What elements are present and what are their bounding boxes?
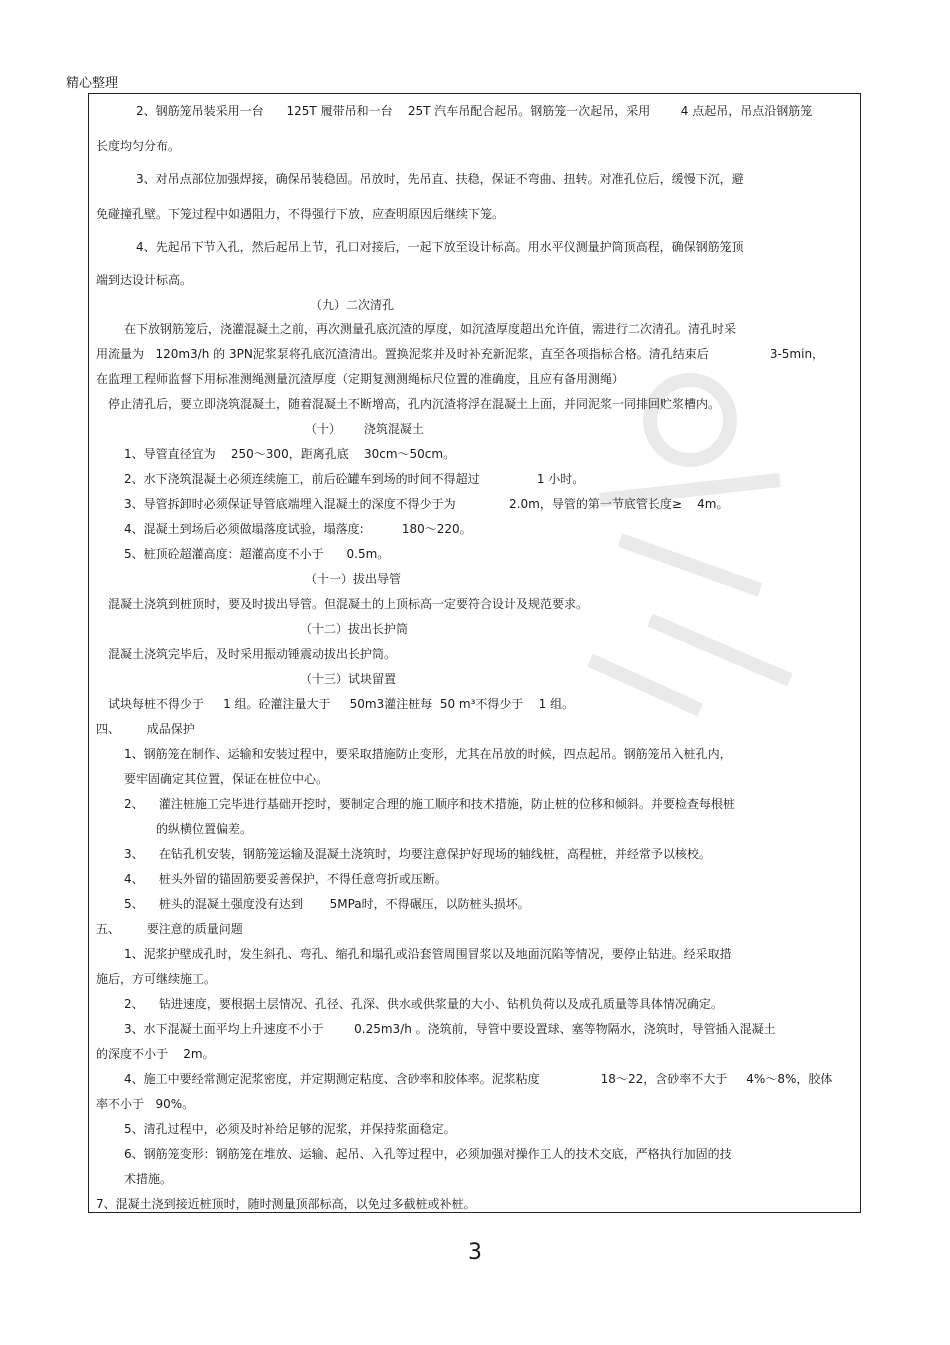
text-line: 免碰撞孔壁。下笼过程中如遇阻力，不得强行下放，应查明原因后继续下笼。	[96, 207, 505, 221]
chapter-heading: 五、 要注意的质量问题	[96, 922, 243, 936]
text-line: 4、先起吊下节入孔，然后起吊上节，孔口对接后，一起下放至设计标高。用水平仪测量护筒顶高程，确保钢筋笼顶	[136, 240, 744, 254]
section-heading: （十三）试块留置	[300, 672, 397, 686]
text-line: 5、清孔过程中，必须及时补给足够的泥浆，并保持浆面稳定。	[124, 1122, 456, 1136]
text-line: 率不小于 90%。	[96, 1097, 195, 1111]
text-line: 的纵横位置偏差。	[156, 822, 253, 836]
text-line: 2、水下浇筑混凝土必须连续施工，前后砼罐车到场的时间不得超过 1 小时。	[124, 472, 585, 486]
text-line: 术措施。	[124, 1172, 173, 1186]
text-line: 4、 桩头外留的锚固筋要妥善保护，不得任意弯折或压断。	[124, 872, 447, 886]
text-line: 4、施工中要经常测定泥浆密度，并定期测定粘度、含砂率和胶体率。泥浆粘度 18～22，含砂率不大于 4%～8%，胶体	[124, 1072, 833, 1086]
chapter-heading: 四、 成品保护	[96, 722, 195, 736]
text-line: 3、 在钻孔机安装，钢筋笼运输及混凝土浇筑时，均要注意保护好现场的轴线桩，高程桩，并经常予以核校。	[124, 847, 711, 861]
text-line: 混凝土浇筑完毕后，及时采用振动锤震动拔出长护筒。	[108, 647, 397, 661]
section-heading: （九）二次清孔	[310, 298, 395, 312]
text-line: 的深度不小于 2m。	[96, 1047, 215, 1061]
page-header: 精心整理	[66, 76, 119, 91]
text-line: 6、钢筋笼变形：钢筋笼在堆放、运输、起吊、入孔等过程中，必须加强对操作工人的技术交底，严格执行加固的技	[124, 1147, 732, 1161]
text-line: 3、导管拆卸时必须保证导管底端埋入混凝土的深度不得少于为 2.0m，导管的第一节底管长度≥ 4m。	[124, 497, 729, 511]
text-line: 在下放钢筋笼后，浇灌混凝土之前，再次测量孔底沉渣的厚度，如沉渣厚度超出允许值，需进行二次清孔。清孔时采	[124, 322, 737, 336]
text-line: 1、钢筋笼在制作、运输和安装过程中，要采取措施防止变形，尤其在吊放的时候，四点起吊。钢筋笼吊入桩孔内，	[124, 747, 732, 761]
text-line: 停止清孔后，要立即浇筑混凝土，随着混凝土不断增高，孔内沉渣将浮在混凝土上面，并同泥浆一同排回贮浆槽内。	[108, 397, 721, 411]
text-line: 5、 桩头的混凝土强度没有达到 5MPa时，不得碾压，以防桩头损坏。	[124, 897, 530, 911]
text-line: 用流量为 120m3/h 的 3PN泥浆泵将孔底沉渣清出。置换泥浆并及时补充新泥浆，直至各项指标合格。清孔结束后 3-5min，	[96, 347, 825, 361]
text-line: 2、 灌注桩施工完毕进行基础开挖时，要制定合理的施工顺序和技术措施，防止桩的位移和倾斜。并要检查每根桩	[124, 797, 735, 811]
text-line: 2、钢筋笼吊装采用一台 125T 履带吊和一台 25T 汽车吊配合起吊。钢筋笼一次起吊，采用 4 点起吊，吊点沿钢筋笼	[136, 104, 813, 118]
text-line: 4、混凝土到场后必须做塌落度试验，塌落度: 180～220。	[124, 522, 472, 536]
text-line: 1、导管直径宜为 250～300，距离孔底 30cm～50cm。	[124, 447, 456, 461]
text-line: 试块每桩不得少于 1 组。砼灌注量大于 50m3灌注桩每 50 m³不得少于 1 组。	[108, 697, 575, 711]
text-line: 在监理工程师监督下用标准测绳测量沉渣厚度（定期复测测绳标尺位置的准确度，且应有备用测绳）	[96, 372, 625, 386]
text-line: 1、泥浆护壁成孔时，发生斜孔、弯孔、缩孔和塌孔或沿套管周围冒浆以及地面沉陷等情况，要停止钻进。经采取措	[124, 947, 732, 961]
text-line: 3、对吊点部位加强焊接，确保吊装稳固。吊放时，先吊直、扶稳，保证不弯曲、扭转。对准孔位后，缓慢下沉，避	[136, 172, 744, 186]
text-line: 混凝土浇筑到桩顶时，要及时拔出导管。但混凝土的上顶标高一定要符合设计及规范要求。	[108, 597, 589, 611]
section-heading: （十二）拔出长护筒	[300, 622, 409, 636]
section-heading: （十） 浇筑混凝土	[305, 422, 424, 436]
page-number: 3	[468, 1240, 482, 1265]
text-line: 长度均匀分布。	[96, 139, 181, 153]
text-line: 端到达设计标高。	[96, 273, 193, 287]
section-heading: （十一）拔出导管	[305, 572, 402, 586]
text-line: 3、水下混凝土面平均上升速度不小于 0.25m3/h 。浇筑前，导管中要设置球、塞等物隔水，浇筑时，导管插入混凝土	[124, 1022, 776, 1036]
text-line: 施后，方可继续施工。	[96, 972, 217, 986]
text-line: 5、桩顶砼超灌高度：超灌高度不小于 0.5m。	[124, 547, 390, 561]
text-line: 7、混凝土浇到接近桩顶时，随时测量顶部标高，以免过多截桩或补桩。	[96, 1197, 476, 1211]
text-line: 2、 钻进速度，要根据土层情况、孔径、孔深、供水或供浆量的大小、钻机负荷以及成孔质量等具体情况确定。	[124, 997, 723, 1011]
text-line: 要牢固确定其位置，保证在桩位中心。	[124, 772, 329, 786]
